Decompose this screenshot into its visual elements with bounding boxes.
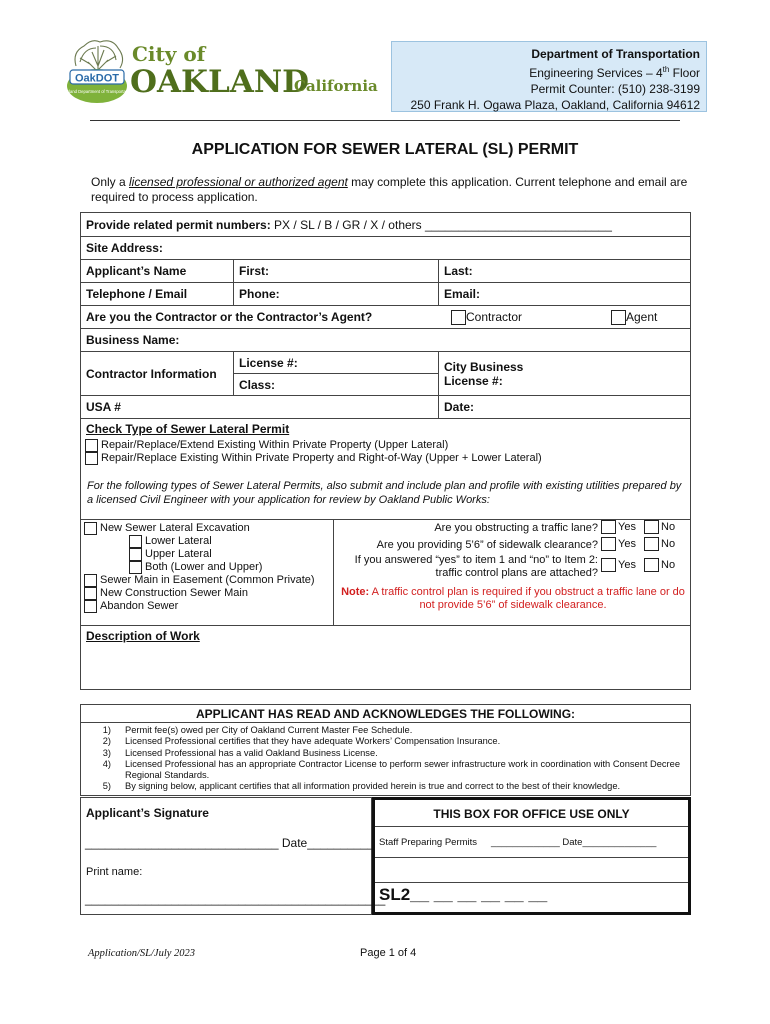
ack-item — [81, 759, 690, 782]
q3-no-checkbox[interactable] — [644, 558, 659, 572]
permit-numbers-row[interactable] — [81, 213, 690, 236]
lower-lateral-label: Lower Lateral — [145, 535, 212, 547]
description-of-work[interactable] — [80, 625, 691, 690]
option-new-excavation[interactable] — [84, 522, 333, 535]
intro-post: may complete this application. Current telephone and email are required to process application. — [91, 175, 688, 204]
ack-list — [81, 723, 690, 795]
division-sup: th — [662, 65, 670, 74]
q3-yes-label: Yes — [618, 559, 636, 571]
new-excavation-label: New Sewer Lateral Excavation — [100, 522, 250, 534]
oakland-logo — [61, 38, 378, 108]
agent-option[interactable] — [606, 306, 690, 328]
contractor-option[interactable] — [446, 306, 606, 328]
department-address: 250 Frank H. Ogawa Plaza, Oakland, California 94612 — [410, 98, 700, 112]
q2-no-label: No — [661, 538, 676, 550]
option-upper-lateral-sub[interactable] — [84, 548, 333, 561]
city-business-label-2: License #: — [444, 373, 503, 388]
ack-item — [81, 781, 690, 792]
traffic-note-text: A traffic control plan is required if you obstruct a traffic lane or do not provide 5’6” of sidewalk clearance. — [369, 586, 685, 611]
q1-yes-checkbox[interactable] — [601, 520, 616, 534]
agent-checkbox[interactable] — [611, 310, 626, 325]
new-excavation-checkbox[interactable] — [84, 522, 97, 535]
department-name: Department of Transportation — [531, 47, 700, 61]
site-address-field[interactable]: Site Address: — [86, 241, 163, 255]
new-construction-checkbox[interactable] — [84, 587, 97, 600]
q2-yes-label: Yes — [618, 538, 636, 550]
contractor-option-label: Contractor — [466, 310, 523, 324]
option-upper-lateral[interactable] — [85, 439, 690, 452]
logo-oakland: OAKLAND — [130, 64, 310, 100]
q1-no-label: No — [661, 521, 676, 533]
department-box — [391, 41, 707, 112]
q2-yes-checkbox[interactable] — [601, 537, 616, 551]
ack-item-text: Permit fee(s) owed per City of Oakland Current Master Fee Schedule. — [125, 725, 413, 735]
logo-california: California — [294, 77, 378, 95]
upper-lateral-sub-checkbox[interactable] — [129, 548, 142, 561]
division-pre: Engineering Services – 4 — [529, 66, 663, 80]
intro-pre: Only a — [91, 175, 130, 189]
division-post: Floor — [669, 66, 700, 80]
badge-subtext: Oakland Department of Transportation — [61, 89, 133, 94]
option-upper-lower-lateral[interactable] — [85, 452, 690, 465]
staff-preparing-row[interactable] — [375, 827, 688, 858]
print-name-line[interactable]: _____________________________________________ — [85, 892, 386, 906]
permit-numbers-field[interactable]: PX / SL / B / GR / X / others ____________________________ — [270, 217, 612, 232]
signature-box — [80, 797, 386, 915]
option-upper-lower-label: Repair/Replace Existing Within Private Property and Right-of-Way (Upper + Lower Lateral) — [101, 452, 542, 464]
page-title: APPLICATION FOR SEWER LATERAL (SL) PERMIT — [191, 141, 579, 158]
ack-item-text: By signing below, applicant certifies that all information provided herein is true and correct to the best of their knowledge. — [125, 781, 621, 792]
office-use-box — [372, 797, 691, 915]
both-label: Both (Lower and Upper) — [145, 561, 263, 573]
option-new-construction[interactable] — [84, 587, 333, 600]
q3-line1: If you answered “yes” to item 1 and “no” to Item 2: — [354, 554, 598, 566]
telephone-email-label: Telephone / Email — [86, 287, 188, 301]
option-abandon[interactable] — [84, 600, 333, 613]
agent-option-label: Agent — [626, 310, 658, 324]
ack-heading: APPLICANT HAS READ AND ACKNOWLEDGES THE FOLLOWING: — [81, 705, 690, 723]
new-construction-label: New Construction Sewer Main — [100, 587, 248, 599]
traffic-note-label: Note: — [341, 586, 370, 598]
phone-field[interactable]: Phone: — [233, 283, 438, 305]
staff-date-line: _____________ Date______________ — [491, 836, 657, 848]
office-heading: THIS BOX FOR OFFICE USE ONLY — [375, 800, 688, 827]
abandon-label: Abandon Sewer — [100, 600, 179, 612]
ack-item-number: 1) — [102, 725, 111, 735]
q1-yes-label: Yes — [618, 521, 636, 533]
last-name-field[interactable]: Last: — [438, 260, 690, 282]
intro-text — [91, 175, 691, 205]
option-main-easement[interactable] — [84, 574, 333, 587]
q1-no[interactable] — [644, 520, 675, 534]
main-easement-checkbox[interactable] — [84, 574, 97, 587]
acknowledgement-section — [80, 704, 691, 796]
q-sidewalk-clearance: Are you providing 5’6” of sidewalk clearance? — [376, 539, 598, 551]
option-upper-lateral-label: Repair/Replace/Extend Existing Within Private Property (Upper Lateral) — [101, 439, 449, 451]
q-obstructing-lane: Are you obstructing a traffic lane? — [434, 522, 598, 534]
new-sewer-options — [81, 519, 334, 625]
ack-item-text: Licensed Professional certifies that they have adequate Workers’ Compensation Insurance. — [125, 736, 501, 747]
usa-number-field[interactable]: USA # — [86, 400, 121, 414]
q2-yes[interactable] — [601, 537, 636, 551]
signature-label: Applicant’s Signature — [86, 806, 209, 820]
contractor-info-label: Contractor Information — [86, 366, 217, 381]
q1-no-checkbox[interactable] — [644, 520, 659, 534]
form-revision: Application/SL/July 2023 — [88, 948, 196, 959]
q3-line2: traffic control plans are attached? — [435, 567, 598, 579]
logo-city-of: City of — [132, 42, 206, 66]
permit-numbers-label: Provide related permit numbers: — [86, 217, 271, 232]
first-name-field[interactable]: First: — [233, 260, 438, 282]
both-checkbox[interactable] — [129, 561, 142, 574]
license-field[interactable]: License #: — [234, 352, 438, 374]
city-business-label-1: City Business — [444, 359, 524, 374]
intro-emphasis: licensed professional or authorized agent — [129, 175, 348, 189]
oakdot-badge-icon — [61, 60, 133, 104]
q3-yes-checkbox[interactable] — [601, 558, 616, 572]
email-field[interactable]: Email: — [438, 283, 690, 305]
description-heading: Description of Work — [86, 629, 200, 643]
ack-item-number: 3) — [102, 747, 111, 758]
print-name-label: Print name: — [86, 866, 143, 878]
applicant-name-label: Applicant’s Name — [86, 264, 187, 278]
upper-lateral-checkbox[interactable] — [85, 439, 98, 452]
q3-no[interactable] — [644, 558, 675, 572]
q3-no-label: No — [661, 559, 676, 571]
permit-counter: Permit Counter: (510) 238-3199 — [530, 82, 700, 96]
ack-item-text: Licensed Professional has an appropriate Contractor License to perform sewer infrastructure work in coordination with Consent Decree Regional Standards. — [125, 758, 680, 781]
upper-lateral-sub-label: Upper Lateral — [145, 548, 212, 560]
ack-item — [81, 748, 690, 759]
class-field[interactable]: Class: — [239, 377, 276, 392]
q1-yes[interactable] — [601, 520, 636, 534]
ack-item — [81, 725, 690, 736]
q3-yes[interactable] — [601, 558, 636, 572]
sl-permit-number: SL2__ __ __ __ __ __ — [379, 885, 548, 904]
badge-text: OakDOT — [74, 72, 120, 85]
option-both[interactable] — [84, 561, 333, 574]
sl-type-heading: Check Type of Sewer Lateral Permit — [86, 422, 290, 436]
q2-no[interactable] — [644, 537, 675, 551]
ack-item-number: 4) — [102, 758, 111, 769]
header-divider — [90, 120, 680, 121]
q-traffic-plans — [318, 554, 598, 580]
signature-date-line[interactable]: _____________________________ Date__________ — [85, 836, 374, 850]
business-name-field[interactable]: Business Name: — [86, 333, 180, 347]
ack-item-number: 2) — [102, 736, 111, 747]
upper-lower-checkbox[interactable] — [85, 452, 98, 465]
traffic-questions — [334, 519, 690, 625]
ack-item-text: Licensed Professional has a valid Oakland Business License. — [125, 747, 378, 758]
division — [398, 62, 700, 81]
option-lower-lateral[interactable] — [84, 535, 333, 548]
lower-lateral-checkbox[interactable] — [129, 535, 142, 548]
traffic-note — [338, 586, 688, 612]
ack-item — [81, 736, 690, 747]
applicant-form-table — [80, 212, 691, 419]
usa-date-field[interactable]: Date: — [438, 396, 690, 418]
page-number: Page 1 of 4 — [360, 947, 417, 959]
engineer-note: For the following types of Sewer Lateral Permits, also submit and include plan and profile with existing utilities prepared by a licensed Civil Engineer with your application for review by Oakland Public Works: — [87, 480, 682, 506]
q2-no-checkbox[interactable] — [644, 537, 659, 551]
abandon-checkbox[interactable] — [84, 600, 97, 613]
contractor-question: Are you the Contractor or the Contractor’s Agent? — [86, 310, 373, 324]
office-blank-row — [375, 858, 688, 883]
city-business-license-field[interactable] — [438, 352, 690, 395]
contractor-checkbox[interactable] — [451, 310, 466, 325]
sewer-lateral-type-section — [80, 418, 691, 626]
ack-item-number: 5) — [102, 781, 111, 792]
staff-label: Staff Preparing Permits — [379, 836, 478, 848]
main-easement-label: Sewer Main in Easement (Common Private) — [100, 574, 315, 586]
